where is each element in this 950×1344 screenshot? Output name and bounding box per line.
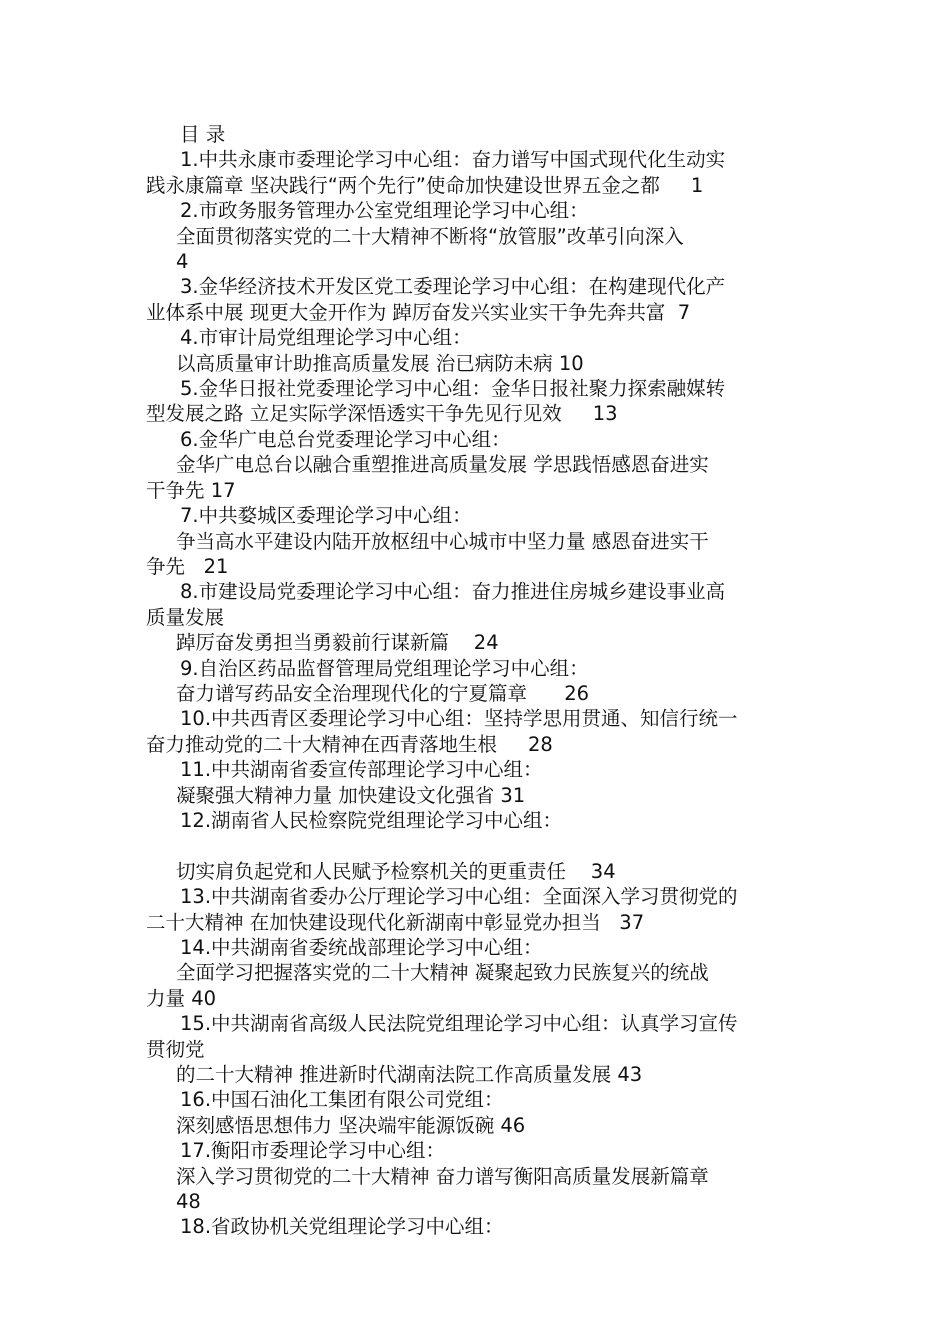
toc-entry-line: 深刻感悟思想伟力 坚决端牢能源饭碗 46 — [176, 1113, 526, 1137]
toc-entry-line: 3.金华经济技术开发区党工委理论学习中心组：在构建现代化产 — [180, 275, 726, 299]
toc-entry-line: 质量发展 — [146, 605, 225, 629]
toc-entry-line: 争当高水平建设内陆开放枢纽中心城市中坚力量 感恩奋进实干 — [176, 529, 709, 553]
toc-entry-line: 贯彻党 — [146, 1037, 205, 1061]
toc-entry-line: 14.中共湖南省委统战部理论学习中心组： — [180, 935, 543, 959]
toc-entry-line: 奋力推动党的二十大精神在西青落地生根 28 — [146, 732, 553, 756]
toc-entry-line: 二十大精神 在加快建设现代化新湖南中彰显党办担当 37 — [146, 910, 645, 934]
toc-entry-line: 5.金华日报社党委理论学习中心组：金华日报社聚力探索融媒转 — [180, 377, 726, 401]
toc-entry-line: 10.中共西青区委理论学习中心组：坚持学思用贯通、知信行统一 — [180, 707, 738, 731]
toc-entry-line: 全面学习把握落实党的二十大精神 凝聚起致力民族复兴的统战 — [176, 961, 709, 985]
toc-entry-line: 金华广电总台以融合重塑推进高质量发展 学思践悟感恩奋进实 — [176, 453, 709, 477]
toc-entry-line: 凝聚强大精神力量 加快建设文化强省 31 — [176, 783, 526, 807]
toc-entry-line: 15.中共湖南省高级人民法院党组理论学习中心组：认真学习宣传 — [180, 1012, 738, 1036]
toc-entry-line: 4.市审计局党组理论学习中心组： — [180, 326, 472, 350]
toc-entry-line: 切实肩负起党和人民赋予检察机关的更重责任 34 — [176, 859, 616, 883]
toc-entry-line: 型发展之路 立足实际学深悟透实干争先见行见效 13 — [146, 402, 618, 426]
toc-entry-line: 业体系中展 现更大金开作为 踔厉奋发兴实业实干争先奔共富 7 — [146, 300, 691, 324]
toc-entry-line: 6.金华广电总台党委理论学习中心组： — [180, 427, 511, 451]
toc-entry-line: 奋力谱写药品安全治理现代化的宁夏篇章 26 — [176, 681, 590, 705]
toc-entry-line: 深入学习贯彻党的二十大精神 奋力谱写衡阳高质量发展新篇章 — [176, 1164, 709, 1188]
toc-entry-line: 48 — [176, 1190, 201, 1214]
toc-entry-line: 9.自治区药品监督管理局党组理论学习中心组： — [180, 656, 589, 680]
toc-entry-line: 13.中共湖南省委办公厅理论学习中心组：全面深入学习贯彻党的 — [180, 885, 738, 909]
toc-entry-line: 干争先 17 — [146, 478, 236, 502]
toc-entry-line: 17.衡阳市委理论学习中心组： — [180, 1139, 446, 1163]
toc-entry-line: 力量 40 — [146, 986, 217, 1010]
toc-entry-line: 4 — [176, 250, 189, 274]
toc-entry-line: 的二十大精神 推进新时代湖南法院工作高质量发展 43 — [176, 1063, 643, 1087]
toc-entry-line: 1.中共永康市委理论学习中心组：奋力谱写中国式现代化生动实 — [180, 148, 726, 172]
toc-heading: 目 录 — [180, 123, 226, 146]
toc-entries — [146, 147, 806, 1239]
toc-entry-line: 7.中共婺城区委理论学习中心组： — [180, 504, 472, 528]
toc-entry-line: 以高质量审计助推高质量发展 治已病防未病 10 — [176, 351, 584, 375]
toc-entry-line: 12.湖南省人民检察院党组理论学习中心组： — [180, 808, 563, 832]
toc-entry-line: 16.中国石油化工集团有限公司党组： — [180, 1088, 504, 1112]
toc-entry-line: 全面贯彻落实党的二十大精神不断将“放管服”改革引向深入 — [176, 224, 684, 248]
toc-entry-line: 践永康篇章 坚决践行“两个先行”使命加快建设世界五金之都 1 — [146, 173, 704, 197]
toc-entry-line: 踔厉奋发勇担当勇毅前行谋新篇 24 — [176, 631, 499, 655]
toc-entry-line: 2.市政务服务管理办公室党组理论学习中心组： — [180, 199, 589, 223]
toc-entry-line: 8.市建设局党委理论学习中心组：奋力推进住房城乡建设事业高 — [180, 580, 726, 604]
toc-entry-line: 11.中共湖南省委宣传部理论学习中心组： — [180, 758, 543, 782]
toc-entry-line: 18.省政协机关党组理论学习中心组： — [180, 1215, 504, 1239]
toc-blank-line — [146, 833, 806, 858]
toc-entry-line: 争先 21 — [146, 554, 229, 578]
table-of-contents — [146, 122, 806, 1240]
